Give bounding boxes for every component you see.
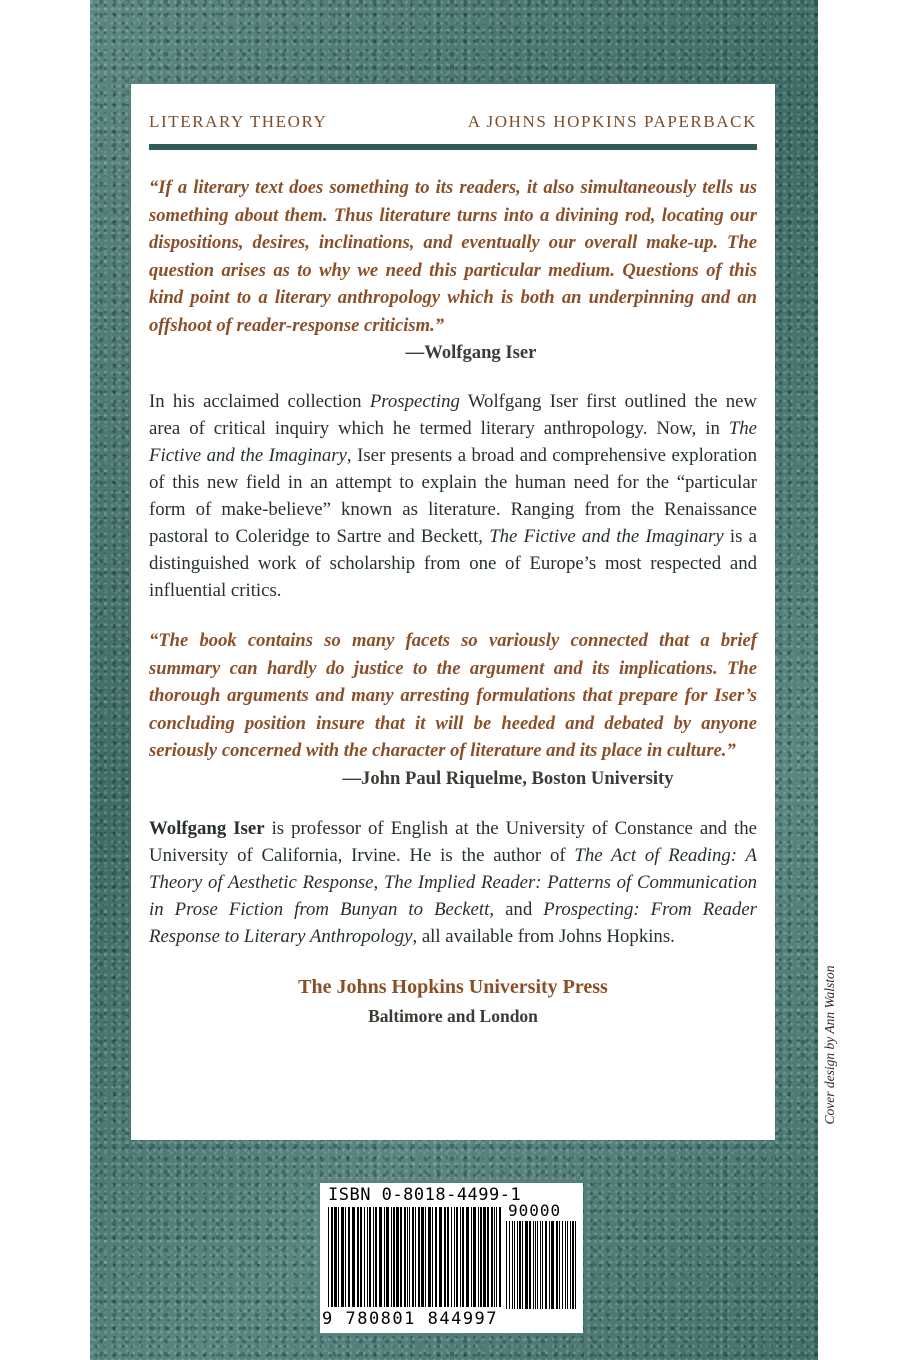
- bio-part: , and: [489, 898, 544, 920]
- barcode-bar: [432, 1207, 433, 1307]
- barcode-bar: [447, 1207, 449, 1307]
- barcode-bar: [412, 1207, 414, 1307]
- barcode: [320, 1183, 583, 1333]
- barcode-bar: [506, 1221, 507, 1309]
- title-fictive: The Fictive and the Imaginary: [489, 526, 724, 547]
- barcode-bar: [494, 1207, 495, 1307]
- author-bio: [149, 815, 757, 950]
- barcode-bar: [522, 1221, 523, 1309]
- book-title-implied-reader: The Implied Reader: Patterns of Communication in Prose Fiction from Bunyan to Beckett: [149, 871, 758, 920]
- barcode-bar: [345, 1207, 346, 1307]
- barcode-bar: [418, 1207, 420, 1307]
- barcode-bar: [517, 1221, 518, 1309]
- review-quote-attribution: —John Paul Riquelme, Boston University: [342, 767, 674, 789]
- author-quote: “If a literary text does something to its readers, it also simultaneously tells us something about them. Thus literature turns into a divining rod, locating our dispositions, desires, inclinations, and eventually our overall make-up. The question arises as to why we need this particular medium. Questions of this kind point to a literary anthropology which is both an underpinning and an offshoot of reader-response criticism.”: [149, 177, 757, 336]
- barcode-bar: [386, 1207, 389, 1307]
- barcode-bar: [542, 1221, 543, 1309]
- barcode-bar: [435, 1207, 437, 1307]
- book-description: [149, 388, 757, 604]
- barcode-bar: [565, 1221, 566, 1309]
- description-part: In his acclaimed collection: [149, 391, 370, 412]
- barcode-bar: [509, 1221, 510, 1309]
- barcode-bar: [570, 1221, 571, 1309]
- barcode-bar: [367, 1207, 368, 1307]
- barcode-bar: [567, 1221, 568, 1309]
- barcode-bar: [352, 1207, 355, 1307]
- barcode-bar: [360, 1207, 362, 1307]
- title-prospecting: Prospecting: [369, 391, 460, 412]
- barcode-bar: [331, 1207, 333, 1307]
- barcode-bar: [471, 1207, 472, 1307]
- barcode-bar: [415, 1207, 416, 1307]
- barcode-bar: [478, 1207, 479, 1307]
- review-quote: “The book contains so many facets so variously connected that a brief summary can hardly do justice to the argument and its implications. The thorough arguments and many arresting formulations that prepare for Iser’s concluding position insure that it will be heeded and debated by anyone seriously concerned with the character of literature and its place in culture.”: [149, 630, 757, 761]
- isbn-number: ISBN 0-8018-4499-1: [328, 1185, 522, 1205]
- barcode-bar: [334, 1207, 337, 1307]
- barcode-bar: [451, 1207, 452, 1307]
- barcode-bar: [525, 1221, 528, 1309]
- barcode-bar: [499, 1207, 501, 1307]
- barcode-bar: [491, 1207, 493, 1307]
- barcode-bar: [348, 1207, 350, 1307]
- barcode-bar: [421, 1207, 424, 1307]
- barcode-bar: [537, 1221, 538, 1309]
- barcode-bar: [512, 1221, 513, 1309]
- barcode-bar: [572, 1221, 574, 1309]
- barcode-bar: [551, 1221, 554, 1309]
- publisher-name: The Johns Hopkins University Press: [298, 975, 608, 998]
- cover-credit-text: Cover design by Ann Walston: [822, 965, 837, 1125]
- barcode-bar: [428, 1207, 431, 1307]
- bio-part: ,: [373, 871, 384, 893]
- description-part: is a distinguished work of scholarship from one of Europe’s most respected and influential critics.: [149, 526, 757, 601]
- text-panel: [131, 84, 775, 1140]
- barcode-bar: [379, 1207, 382, 1307]
- barcode-bar: [407, 1207, 408, 1307]
- header-bar: [149, 112, 757, 132]
- price-addon-code: 90000: [508, 1201, 562, 1220]
- barcode-bar: [487, 1207, 489, 1307]
- barcode-bar: [439, 1207, 442, 1307]
- barcode-bar: [400, 1207, 402, 1307]
- barcode-bar: [375, 1207, 377, 1307]
- barcode-bar: [496, 1207, 497, 1307]
- barcode-bar: [466, 1207, 469, 1307]
- ean-number: 9 780801 844997: [322, 1309, 499, 1329]
- barcode-bar: [540, 1221, 541, 1309]
- barcode-bar: [575, 1221, 576, 1309]
- barcode-bar: [364, 1207, 365, 1307]
- barcode-bar: [529, 1221, 531, 1309]
- barcode-bar: [533, 1221, 534, 1309]
- barcode-bar: [562, 1221, 563, 1309]
- bio-part: , all available from Johns Hopkins.: [412, 925, 675, 947]
- barcode-bar: [545, 1221, 547, 1309]
- barcode-bar: [549, 1221, 550, 1309]
- barcode-bar: [338, 1207, 339, 1307]
- book-title-prospecting: Prospecting: From Reader Response to Literary Anthropology: [149, 898, 757, 947]
- cover-credit: [819, 945, 841, 1145]
- book-title-act-of-reading: The Act of Reading: A Theory of Aesthetic Response: [149, 844, 757, 893]
- title-fictive: The Fictive and the Imaginary: [149, 418, 757, 466]
- barcode-bars: [328, 1207, 504, 1307]
- barcode-bar: [473, 1207, 476, 1307]
- barcode-bar: [396, 1207, 399, 1307]
- barcode-bar: [384, 1207, 385, 1307]
- series-label: A JOHNS HOPKINS PAPERBACK: [467, 112, 757, 131]
- author-quote-attribution: —Wolfgang Iser: [405, 342, 537, 363]
- publisher-location: Baltimore and London: [368, 1005, 538, 1026]
- description-part: , Iser presents a broad and comprehensive exploration of this new field in an attempt to explain the human need for the “particular form of make-believe” known as literature. Ranging from the Renaissance pastoral to Coleridge to Sartre and Beckett,: [149, 445, 757, 547]
- barcode-bar: [462, 1207, 464, 1307]
- barcode-bar: [357, 1207, 359, 1307]
- barcode-bar: [556, 1221, 558, 1309]
- barcode-bar: [483, 1207, 486, 1307]
- barcode-bar: [328, 1207, 329, 1307]
- barcode-bar: [341, 1207, 344, 1307]
- barcode-bar: [454, 1207, 455, 1307]
- barcode-bar: [559, 1221, 560, 1309]
- barcode-bar: [393, 1207, 395, 1307]
- barcode-addon-bars: [506, 1221, 578, 1309]
- barcode-bar: [456, 1207, 458, 1307]
- barcode-bar: [444, 1207, 446, 1307]
- barcode-bar: [425, 1207, 426, 1307]
- barcode-bar: [369, 1207, 371, 1307]
- barcode-bar: [391, 1207, 392, 1307]
- author-name: Wolfgang Iser: [149, 817, 265, 839]
- barcode-bar: [480, 1207, 482, 1307]
- header-rule: [149, 144, 757, 150]
- bio-part: is professor of English at the University of Constance and the University of California, Irvine. He is the author of: [149, 817, 757, 866]
- barcode-bar: [409, 1207, 410, 1307]
- category-label: LITERARY THEORY: [149, 112, 328, 131]
- barcode-bar: [404, 1207, 406, 1307]
- barcode-bar: [519, 1221, 521, 1309]
- barcode-bar: [514, 1221, 515, 1309]
- barcode-bar: [373, 1207, 374, 1307]
- barcode-bar: [535, 1221, 536, 1309]
- barcode-bar: [460, 1207, 461, 1307]
- description-part: Wolfgang Iser first outlined the new area of critical inquiry which he termed literary anthropology. Now, in: [149, 391, 757, 439]
